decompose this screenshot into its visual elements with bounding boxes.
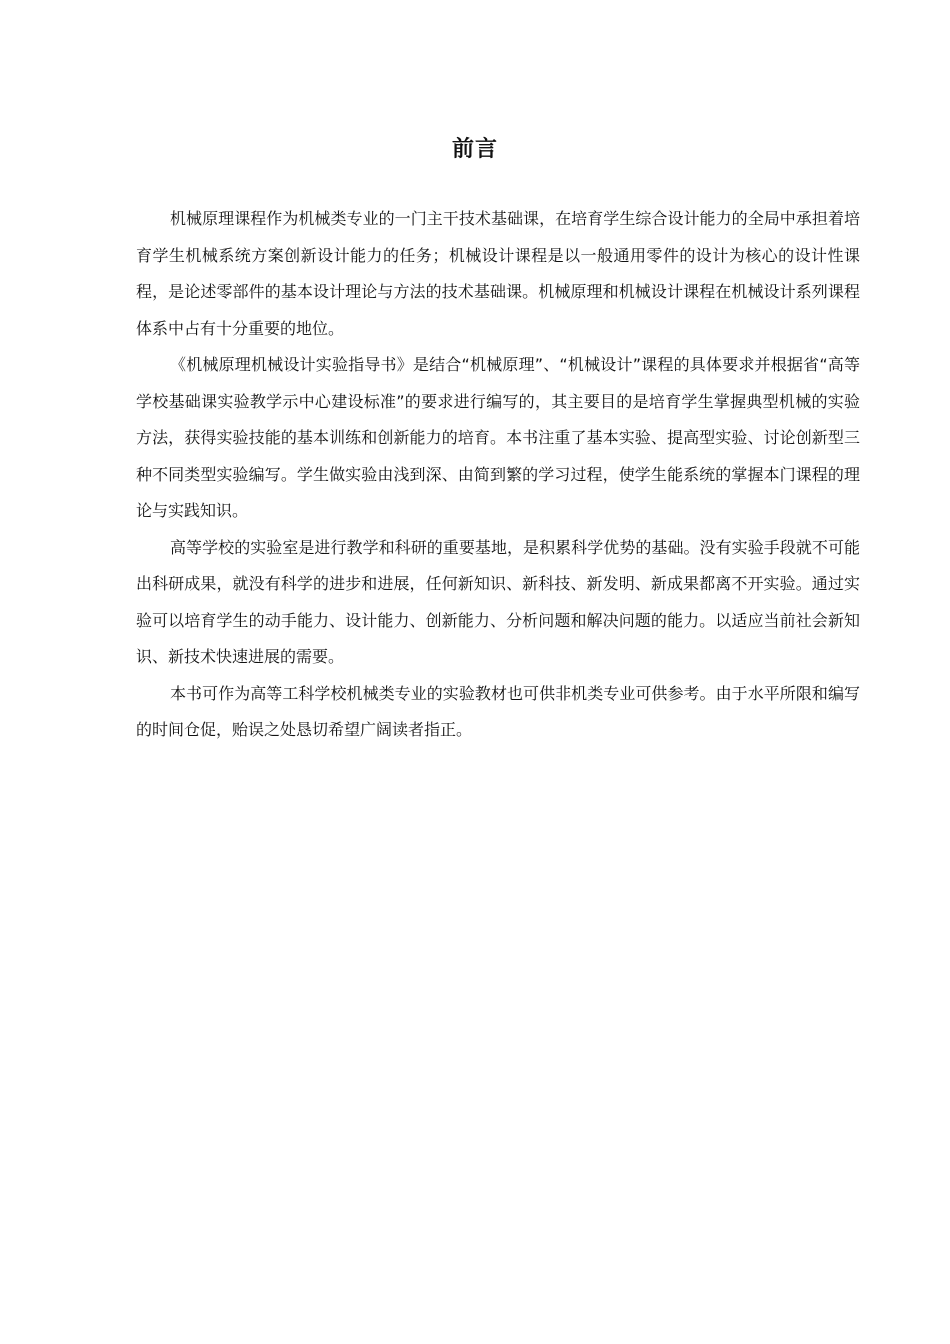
- paragraph-2: 《机械原理机械设计实验指导书》是结合“机械原理”、“机械设计”课程的具体要求并根据省“高等学校基础课实验教学示中心建设标准”的要求进行编写的，其主要目的是培育学生掌握典型机械的实验方法，获得实验技能的基本训练和创新能力的培育。本书注重了基本实验、提高型实验、讨论创新型三种不同类型实验编写。学生做实验由浅到深、由简到繁的学习过程，使学生能系统的掌握本门课程的理论与实践知识。: [136, 355, 860, 520]
- page-title: 前言: [451, 137, 498, 162]
- paragraph-3: 高等学校的实验室是进行教学和科研的重要基地，是积累科学优势的基础。没有实验手段就不可能出科研成果，就没有科学的进步和进展，任何新知识、新科技、新发明、新成果都离不开实验。通过实验可以培育学生的动手能力、设计能力、创新能力、分析问题和解决问题的能力。以适应当前社会新知识、新技术快速进展的需要。: [136, 537, 860, 666]
- paragraph-4: 本书可作为高等工科学校机械类专业的实验教材也可供非机类专业可供参考。由于水平所限和编写的时间仓促，贻误之处恳切希望广阔读者指正。: [136, 683, 860, 739]
- paragraph-1: 机械原理课程作为机械类专业的一门主干技术基础课，在培育学生综合设计能力的全局中承担着培育学生机械系统方案创新设计能力的任务；机械设计课程是以一般通用零件的设计为核心的设计性课程，是论述零部件的基本设计理论与方法的技术基础课。机械原理和机械设计课程在机械设计系列课程体系中占有十分重要的地位。: [136, 209, 860, 338]
- preface-body: [136, 201, 860, 749]
